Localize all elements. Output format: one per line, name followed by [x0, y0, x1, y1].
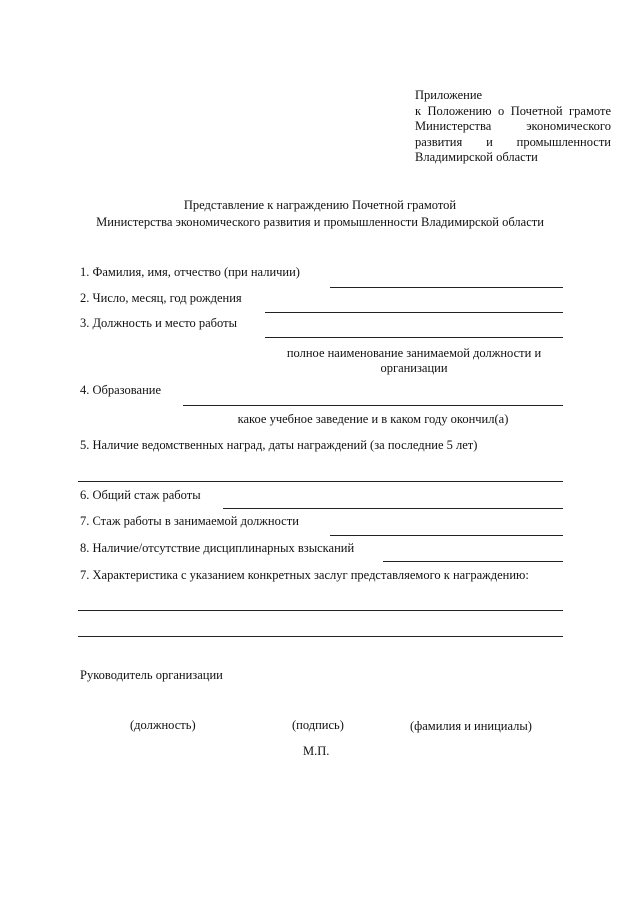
field-position-caption-1: полное наименование занимаемой должности и	[286, 346, 542, 360]
field-total-experience-line[interactable]	[223, 508, 563, 509]
field-characteristic-line-2[interactable]	[78, 636, 563, 637]
field-birth-date-line[interactable]	[265, 312, 563, 313]
document-title-line-2: Министерства экономического развития и промышленности Владимирской области	[96, 215, 544, 229]
field-birth-date-label: 2. Число, месяц, год рождения	[80, 291, 242, 305]
field-characteristic-label: 7. Характеристика с указанием конкретных заслуг представляемого к награждению:	[80, 568, 529, 582]
stamp-placeholder: М.П.	[303, 744, 330, 758]
signature-head-label: Руководитель организации	[80, 668, 223, 682]
field-disciplinary-label: 8. Наличие/отсутствие дисциплинарных взысканий	[80, 541, 355, 555]
annex-line-3: Министерства экономического	[415, 119, 611, 133]
field-education-caption: какое учебное заведение и в каком году окончил(а)	[237, 412, 509, 426]
annex-line-1: Приложение	[415, 88, 483, 102]
field-position-experience-line[interactable]	[330, 535, 563, 536]
signature-name-caption: (фамилия и инициалы)	[410, 719, 532, 733]
field-total-experience-label: 6. Общий стаж работы	[80, 488, 201, 502]
field-education-label: 4. Образование	[80, 383, 162, 397]
annex-block	[415, 88, 611, 166]
field-full-name-line[interactable]	[330, 287, 563, 288]
field-characteristic-line-1[interactable]	[78, 610, 563, 611]
annex-line-2: к Положению о Почетной грамоте	[415, 103, 611, 118]
document-title-line-1: Представление к награждению Почетной грамотой	[183, 198, 457, 212]
field-disciplinary-line[interactable]	[383, 561, 563, 562]
field-education-line[interactable]	[183, 405, 563, 406]
field-awards-label: 5. Наличие ведомственных наград, даты награждений (за последние 5 лет)	[80, 438, 478, 452]
field-position-caption-2: организации	[380, 361, 448, 375]
annex-line-4: развития и промышленности	[415, 134, 611, 149]
field-position-experience-label: 7. Стаж работы в занимаемой должности	[80, 514, 299, 528]
field-position-label: 3. Должность и место работы	[80, 316, 237, 330]
field-full-name-label: 1. Фамилия, имя, отчество (при наличии)	[80, 265, 300, 279]
field-awards-line[interactable]	[78, 481, 563, 482]
signature-sign-caption: (подпись)	[292, 718, 344, 732]
field-position-line[interactable]	[265, 337, 563, 338]
annex-line-5: Владимирской области	[415, 150, 538, 164]
signature-position-caption: (должность)	[130, 718, 196, 732]
